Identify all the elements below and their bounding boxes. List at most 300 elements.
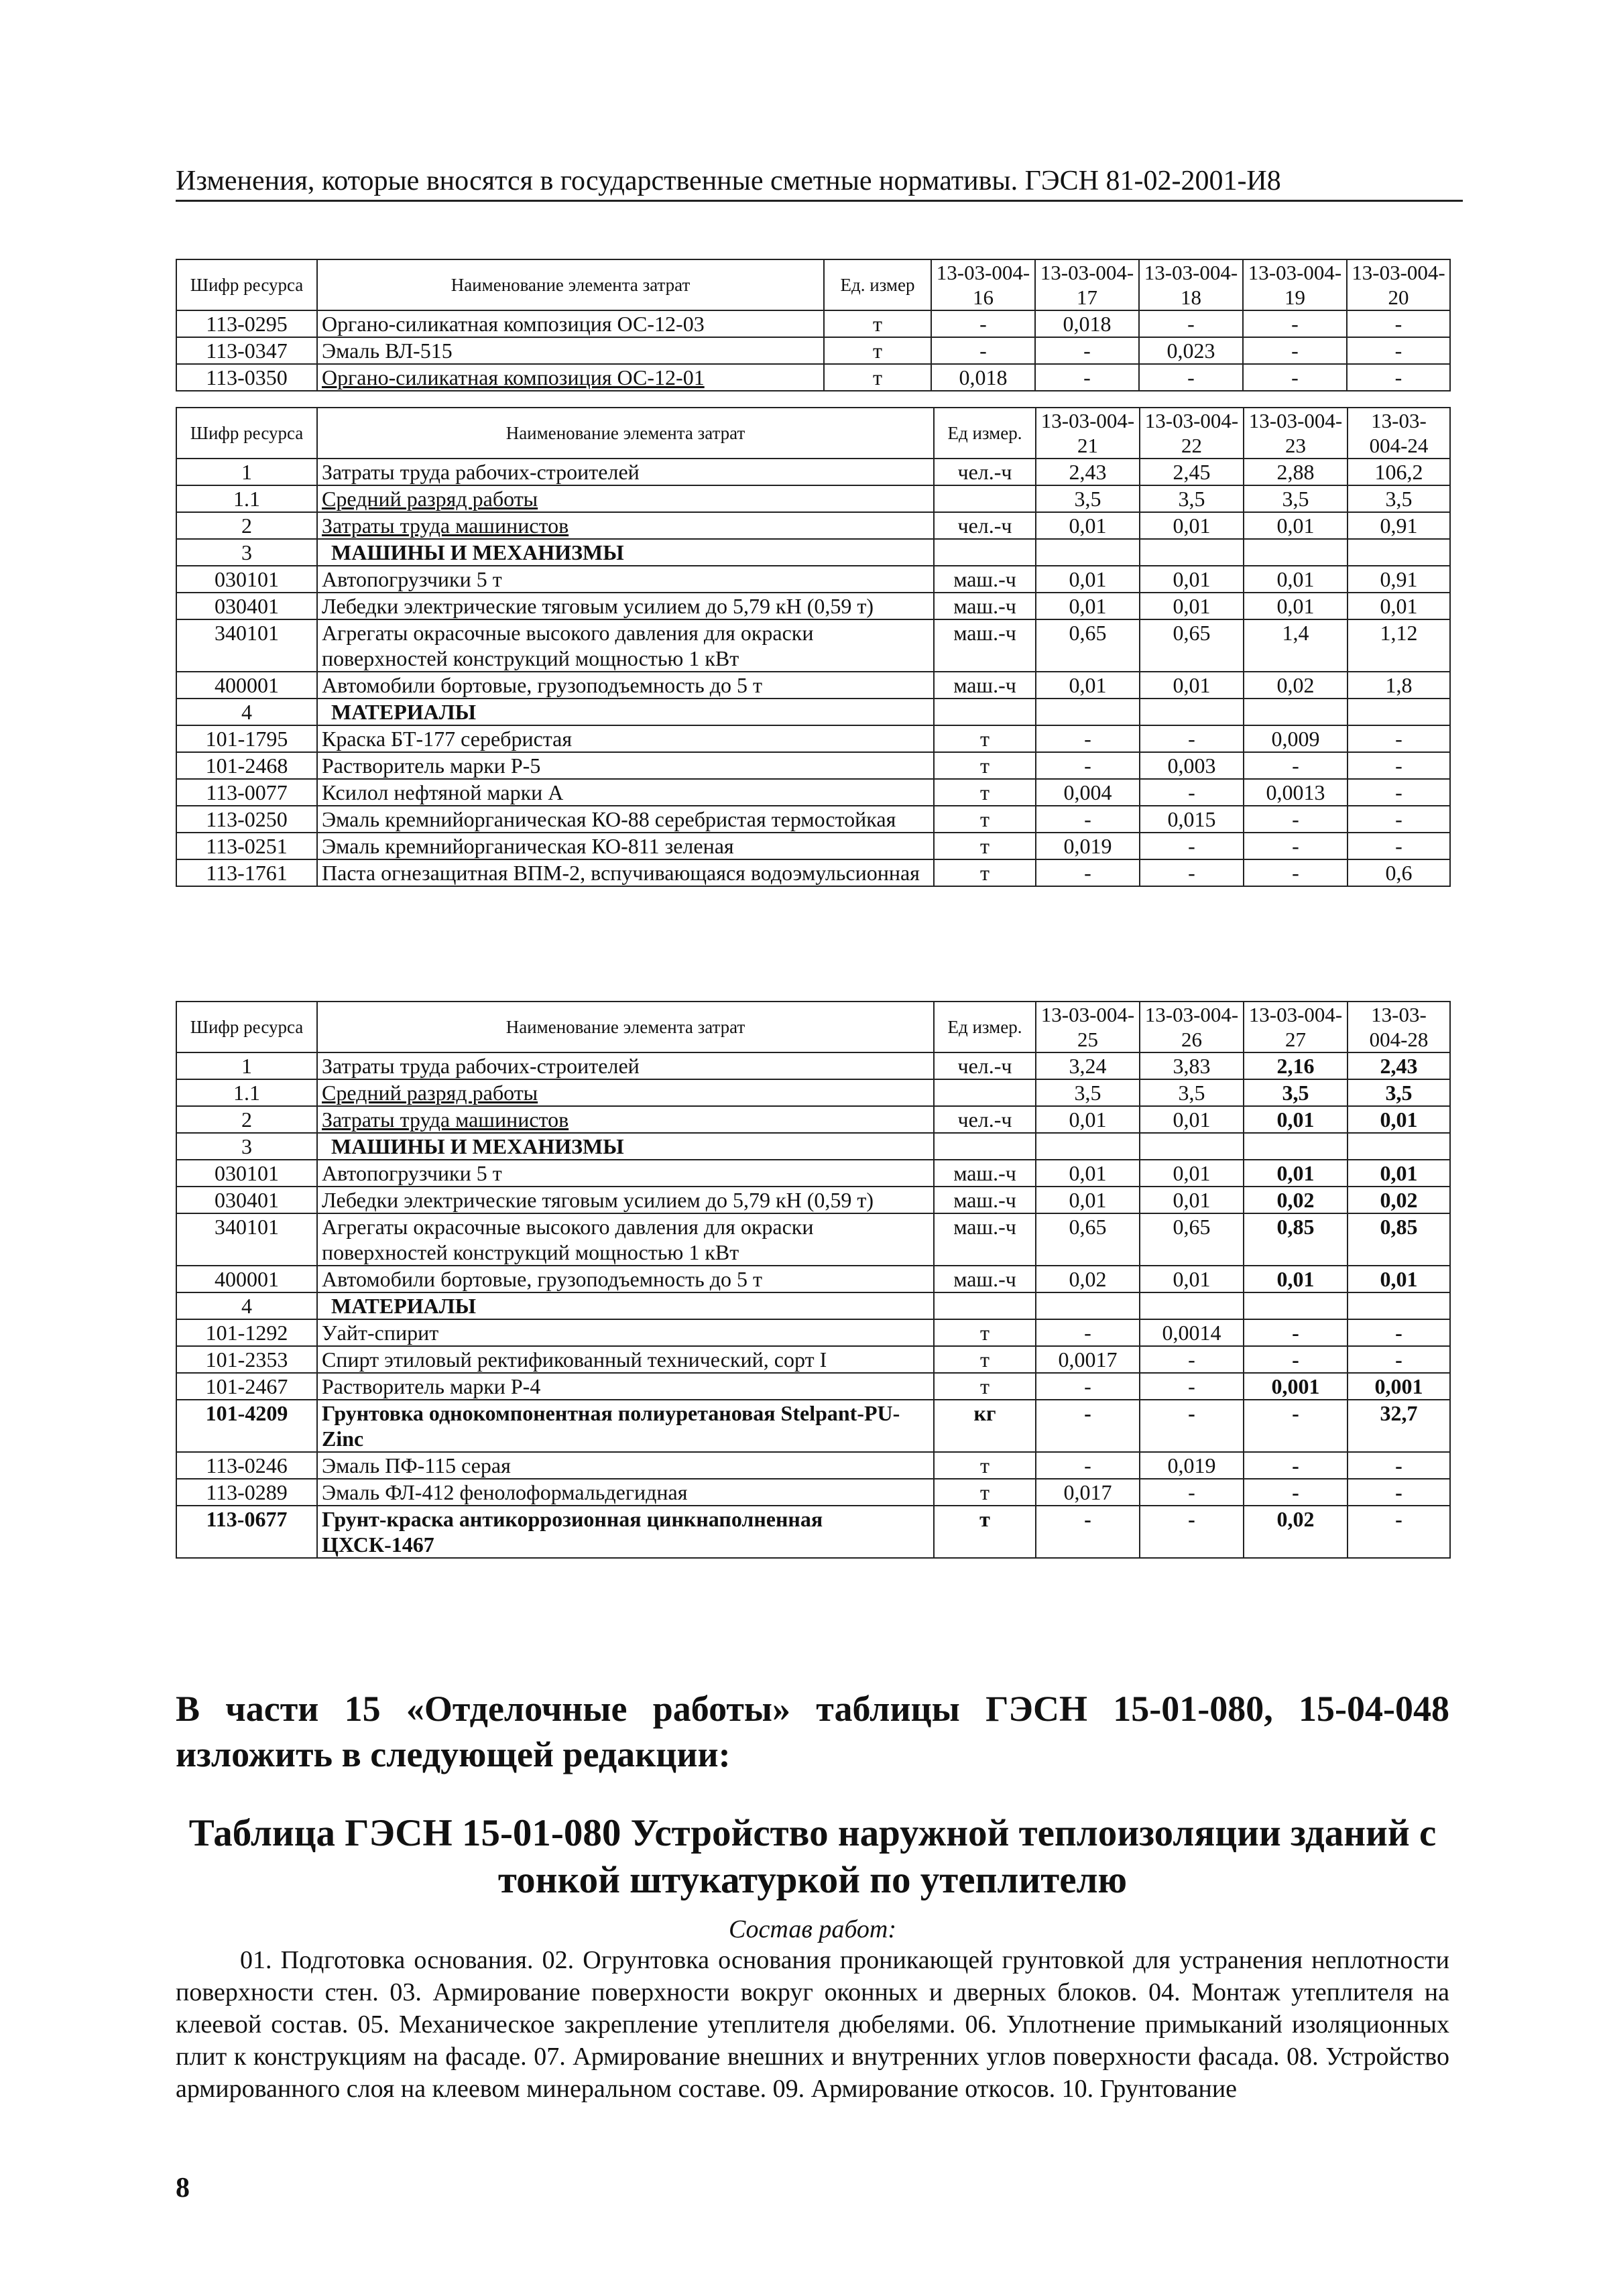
norm-value: 0,01 bbox=[1244, 1160, 1348, 1187]
norm-value: 0,01 bbox=[1348, 1106, 1450, 1133]
norm-value: - bbox=[1140, 1506, 1244, 1558]
resource-name: Затраты труда машинистов bbox=[317, 512, 934, 539]
resource-name: Грунт-краска антикоррозионная цинкнаполненная ЦХСК-1467 bbox=[317, 1506, 934, 1558]
norm-value: - bbox=[1140, 1479, 1244, 1506]
norm-value: 0,01 bbox=[1244, 593, 1348, 619]
resource-code: 340101 bbox=[176, 1213, 317, 1266]
norm-value: - bbox=[1243, 310, 1347, 337]
norm-value: 0,01 bbox=[1140, 512, 1244, 539]
norm-value: 0,6 bbox=[1348, 859, 1450, 886]
norm-value bbox=[1140, 1292, 1244, 1319]
norm-value: - bbox=[1036, 1319, 1140, 1346]
table-row bbox=[176, 593, 1450, 619]
resource-name: Агрегаты окрасочные высокого давления для окраски поверхностей конструкций мощностью 1 кВт bbox=[317, 1213, 934, 1266]
resource-unit: т bbox=[934, 833, 1036, 859]
resource-code: 101-1292 bbox=[176, 1319, 317, 1346]
norm-value: 0,01 bbox=[1036, 672, 1140, 699]
resource-unit: маш.-ч bbox=[934, 619, 1036, 672]
norm-value: 0,0017 bbox=[1036, 1346, 1140, 1373]
resource-code: 340101 bbox=[176, 619, 317, 672]
resource-name: Затраты труда машинистов bbox=[317, 1106, 934, 1133]
norm-value: 3,5 bbox=[1036, 1079, 1140, 1106]
header-col: 13-03-004-24 bbox=[1348, 408, 1450, 459]
norm-value: 0,018 bbox=[1035, 310, 1139, 337]
norm-value: - bbox=[1348, 1506, 1450, 1558]
norm-value: - bbox=[1348, 1479, 1450, 1506]
table-row bbox=[176, 1506, 1450, 1558]
edit-instruction bbox=[176, 1686, 1449, 1777]
table-row bbox=[176, 459, 1450, 485]
norm-value: - bbox=[1244, 833, 1348, 859]
norm-value: 1,12 bbox=[1348, 619, 1450, 672]
norm-value bbox=[1140, 699, 1244, 725]
table-row bbox=[176, 619, 1450, 672]
norm-value: 0,91 bbox=[1348, 512, 1450, 539]
norm-value: 0,01 bbox=[1140, 593, 1244, 619]
norm-value: 0,01 bbox=[1244, 1266, 1348, 1292]
resource-code: 030101 bbox=[176, 566, 317, 593]
header-col: 13-03-004-20 bbox=[1347, 259, 1450, 310]
norm-value: - bbox=[1036, 1452, 1140, 1479]
norm-value bbox=[1244, 1292, 1348, 1319]
resource-code: 113-1761 bbox=[176, 859, 317, 886]
resource-name: Средний разряд работы bbox=[317, 485, 934, 512]
norm-value: 1,8 bbox=[1348, 672, 1450, 699]
header-unit: Ед. измер bbox=[824, 259, 931, 310]
norm-value: 0,85 bbox=[1348, 1213, 1450, 1266]
norm-value: - bbox=[1036, 752, 1140, 779]
norm-value bbox=[1244, 1133, 1348, 1160]
norm-value: - bbox=[1036, 859, 1140, 886]
norm-value: 0,85 bbox=[1244, 1213, 1348, 1266]
norm-value: 0,01 bbox=[1244, 512, 1348, 539]
resource-unit: т bbox=[824, 364, 931, 391]
resource-unit: т bbox=[934, 1479, 1036, 1506]
table-row bbox=[176, 752, 1450, 779]
norm-value: 0,01 bbox=[1140, 1266, 1244, 1292]
resource-table-1 bbox=[176, 259, 1451, 391]
norm-value: 3,5 bbox=[1348, 485, 1450, 512]
header-col: 13-03-004-21 bbox=[1036, 408, 1140, 459]
norm-value: - bbox=[931, 337, 1035, 364]
resource-name: МАТЕРИАЛЫ bbox=[317, 1292, 934, 1319]
norm-value: - bbox=[1140, 859, 1244, 886]
resource-table-2 bbox=[176, 407, 1451, 887]
norm-value: 0,65 bbox=[1036, 619, 1140, 672]
header-col: 13-03-004-16 bbox=[931, 259, 1035, 310]
norm-value: - bbox=[1036, 1506, 1140, 1558]
resource-code: 113-0289 bbox=[176, 1479, 317, 1506]
norm-value bbox=[1348, 1292, 1450, 1319]
resource-code: 3 bbox=[176, 539, 317, 566]
resource-unit: т bbox=[824, 310, 931, 337]
norm-value bbox=[1140, 539, 1244, 566]
norm-value: 2,43 bbox=[1348, 1052, 1450, 1079]
resource-code: 113-0350 bbox=[176, 364, 317, 391]
table-row bbox=[176, 1133, 1450, 1160]
resource-unit bbox=[934, 699, 1036, 725]
resource-name: Органо-силикатная композиция ОС-12-01 bbox=[317, 364, 824, 391]
norm-value: 2,16 bbox=[1244, 1052, 1348, 1079]
resource-unit bbox=[934, 539, 1036, 566]
norm-value: - bbox=[1244, 1346, 1348, 1373]
resource-unit: т bbox=[934, 859, 1036, 886]
table-row bbox=[176, 512, 1450, 539]
norm-value bbox=[1036, 1133, 1140, 1160]
norm-value: - bbox=[1140, 1346, 1244, 1373]
resource-code: 400001 bbox=[176, 672, 317, 699]
resource-unit: маш.-ч bbox=[934, 1266, 1036, 1292]
resource-code: 113-0295 bbox=[176, 310, 317, 337]
resource-name: Лебедки электрические тяговым усилием до 5,79 кН (0,59 т) bbox=[317, 593, 934, 619]
resource-name: Растворитель марки Р-5 bbox=[317, 752, 934, 779]
resource-unit: т bbox=[934, 779, 1036, 806]
table-header-row bbox=[176, 259, 1450, 310]
resource-name: Затраты труда рабочих-строителей bbox=[317, 1052, 934, 1079]
resource-code: 101-1795 bbox=[176, 725, 317, 752]
table-row bbox=[176, 566, 1450, 593]
resource-unit: маш.-ч bbox=[934, 672, 1036, 699]
table-row bbox=[176, 806, 1450, 833]
table-row bbox=[176, 1187, 1450, 1213]
resource-unit: т bbox=[934, 1452, 1036, 1479]
norm-value: 0,009 bbox=[1244, 725, 1348, 752]
norm-value: 0,02 bbox=[1244, 672, 1348, 699]
resource-name: Эмаль ВЛ-515 bbox=[317, 337, 824, 364]
table-row bbox=[176, 1400, 1450, 1452]
resource-unit: маш.-ч bbox=[934, 593, 1036, 619]
resource-name: Эмаль ФЛ-412 фенолоформальдегидная bbox=[317, 1479, 934, 1506]
resource-name: Эмаль ПФ-115 серая bbox=[317, 1452, 934, 1479]
resource-code: 2 bbox=[176, 1106, 317, 1133]
norm-value: - bbox=[1348, 1346, 1450, 1373]
resource-unit: чел.-ч bbox=[934, 1052, 1036, 1079]
resource-code: 101-2353 bbox=[176, 1346, 317, 1373]
resource-name: Средний разряд работы bbox=[317, 1079, 934, 1106]
norm-value: - bbox=[1244, 1400, 1348, 1452]
norm-value: 0,015 bbox=[1140, 806, 1244, 833]
norm-value: 0,02 bbox=[1244, 1506, 1348, 1558]
resource-name: Паста огнезащитная ВПМ-2, вспучивающаяся водоэмульсионная bbox=[317, 859, 934, 886]
norm-value: 0,019 bbox=[1036, 833, 1140, 859]
table-row bbox=[176, 1266, 1450, 1292]
resource-code: 030401 bbox=[176, 593, 317, 619]
resource-code: 2 bbox=[176, 512, 317, 539]
resource-name: Автопогрузчики 5 т bbox=[317, 1160, 934, 1187]
table-row bbox=[176, 725, 1450, 752]
norm-value bbox=[1348, 1133, 1450, 1160]
table-row bbox=[176, 1479, 1450, 1506]
norm-value: 0,01 bbox=[1244, 566, 1348, 593]
table-row bbox=[176, 699, 1450, 725]
table-header-row bbox=[176, 1002, 1450, 1052]
norm-value bbox=[1348, 539, 1450, 566]
resource-name: Агрегаты окрасочные высокого давления для окраски поверхностей конструкций мощностью 1 кВт bbox=[317, 619, 934, 672]
resource-code: 1 bbox=[176, 459, 317, 485]
norm-value: - bbox=[1139, 364, 1243, 391]
norm-value: - bbox=[1348, 806, 1450, 833]
norm-value: 3,5 bbox=[1348, 1079, 1450, 1106]
norm-value: 3,5 bbox=[1140, 485, 1244, 512]
norm-value: 0,001 bbox=[1244, 1373, 1348, 1400]
norm-value: - bbox=[1348, 833, 1450, 859]
resource-unit: чел.-ч bbox=[934, 1106, 1036, 1133]
resource-code: 113-0251 bbox=[176, 833, 317, 859]
table-row bbox=[176, 1319, 1450, 1346]
resource-code: 113-0347 bbox=[176, 337, 317, 364]
norm-value: - bbox=[1139, 310, 1243, 337]
norm-value: - bbox=[1244, 752, 1348, 779]
norm-value: 0,023 bbox=[1139, 337, 1243, 364]
resource-code: 101-2468 bbox=[176, 752, 317, 779]
norm-value: 0,65 bbox=[1140, 1213, 1244, 1266]
norm-value: 0,01 bbox=[1036, 1187, 1140, 1213]
resource-name: Органо-силикатная композиция ОС-12-03 bbox=[317, 310, 824, 337]
norm-value: 0,01 bbox=[1036, 593, 1140, 619]
norm-value: - bbox=[1036, 1373, 1140, 1400]
resource-name: МАШИНЫ И МЕХАНИЗМЫ bbox=[317, 539, 934, 566]
header-code: Шифр ресурса bbox=[176, 1002, 317, 1052]
norm-value: - bbox=[1140, 1373, 1244, 1400]
resource-name: Эмаль кремнийорганическая КО-811 зеленая bbox=[317, 833, 934, 859]
norm-value: 0,01 bbox=[1348, 593, 1450, 619]
resource-code: 113-0246 bbox=[176, 1452, 317, 1479]
norm-value: 3,5 bbox=[1036, 485, 1140, 512]
norm-value: 0,01 bbox=[1140, 566, 1244, 593]
resource-code: 400001 bbox=[176, 1266, 317, 1292]
norm-value: 0,02 bbox=[1036, 1266, 1140, 1292]
resource-code: 030101 bbox=[176, 1160, 317, 1187]
norm-value: 0,019 bbox=[1140, 1452, 1244, 1479]
norm-value: 0,01 bbox=[1140, 672, 1244, 699]
resource-unit bbox=[934, 1079, 1036, 1106]
norm-value: 106,2 bbox=[1348, 459, 1450, 485]
resource-unit: маш.-ч bbox=[934, 1187, 1036, 1213]
resource-unit bbox=[934, 1292, 1036, 1319]
norm-value: 3,5 bbox=[1140, 1079, 1244, 1106]
norm-value: 0,01 bbox=[1348, 1266, 1450, 1292]
norm-value: - bbox=[1244, 1319, 1348, 1346]
norm-value: - bbox=[1036, 806, 1140, 833]
composition-title: Состав работ: bbox=[728, 1915, 897, 1943]
norm-value bbox=[1244, 699, 1348, 725]
norm-value bbox=[1244, 539, 1348, 566]
table-row bbox=[176, 1373, 1450, 1400]
norm-value: - bbox=[1140, 779, 1244, 806]
resource-name: Автомобили бортовые, грузоподъемность до 5 т bbox=[317, 672, 934, 699]
norm-value: 3,24 bbox=[1036, 1052, 1140, 1079]
norm-value: 0,02 bbox=[1244, 1187, 1348, 1213]
header-unit: Ед измер. bbox=[934, 408, 1036, 459]
norm-value bbox=[1036, 1292, 1140, 1319]
resource-code: 101-4209 bbox=[176, 1400, 317, 1452]
table-row bbox=[176, 859, 1450, 886]
norm-value bbox=[1036, 699, 1140, 725]
norm-value: - bbox=[1243, 364, 1347, 391]
resource-unit: т bbox=[934, 1506, 1036, 1558]
header-col: 13-03-004-22 bbox=[1140, 408, 1244, 459]
header-name: Наименование элемента затрат bbox=[317, 259, 824, 310]
resource-name: Ксилол нефтяной марки А bbox=[317, 779, 934, 806]
table-row bbox=[176, 1052, 1450, 1079]
resource-name: Грунтовка однокомпонентная полиуретановая Stelpant-PU-Zinc bbox=[317, 1400, 934, 1452]
norm-value: 0,01 bbox=[1036, 566, 1140, 593]
resource-unit: маш.-ч bbox=[934, 1213, 1036, 1266]
norm-value: 32,7 bbox=[1348, 1400, 1450, 1452]
norm-value: - bbox=[1244, 1479, 1348, 1506]
resource-unit: кг bbox=[934, 1400, 1036, 1452]
norm-value: 0,004 bbox=[1036, 779, 1140, 806]
resource-unit: т bbox=[934, 752, 1036, 779]
header-col: 13-03-004-19 bbox=[1243, 259, 1347, 310]
resource-code: 030401 bbox=[176, 1187, 317, 1213]
resource-name: Лебедки электрические тяговым усилием до 5,79 кН (0,59 т) bbox=[317, 1187, 934, 1213]
norm-value: - bbox=[1348, 725, 1450, 752]
resource-unit bbox=[934, 485, 1036, 512]
resource-unit: т bbox=[934, 806, 1036, 833]
table-row bbox=[176, 1452, 1450, 1479]
resource-unit bbox=[934, 1133, 1036, 1160]
norm-value: 0,01 bbox=[1036, 1106, 1140, 1133]
header-col: 13-03-004-26 bbox=[1140, 1002, 1244, 1052]
norm-value: - bbox=[1348, 779, 1450, 806]
norm-value: 0,0014 bbox=[1140, 1319, 1244, 1346]
table-row bbox=[176, 485, 1450, 512]
header-col: 13-03-004-28 bbox=[1348, 1002, 1450, 1052]
norm-value bbox=[1036, 539, 1140, 566]
norm-value: - bbox=[1244, 859, 1348, 886]
norm-value: 0,01 bbox=[1036, 1160, 1140, 1187]
table-row bbox=[176, 672, 1450, 699]
resource-name: Автопогрузчики 5 т bbox=[317, 566, 934, 593]
table-row bbox=[176, 337, 1450, 364]
resource-unit: т bbox=[934, 1319, 1036, 1346]
norm-value: 0,65 bbox=[1140, 619, 1244, 672]
resource-name: Автомобили бортовые, грузоподъемность до 5 т bbox=[317, 1266, 934, 1292]
resource-code: 1.1 bbox=[176, 1079, 317, 1106]
norm-value: 0,02 bbox=[1348, 1187, 1450, 1213]
header-name: Наименование элемента затрат bbox=[317, 1002, 934, 1052]
table-row bbox=[176, 1079, 1450, 1106]
table-title-line: Таблица ГЭСН 15-01-080 Устройство наружной теплоизоляции зданий с bbox=[188, 1812, 1437, 1854]
norm-value: 3,5 bbox=[1244, 1079, 1348, 1106]
norm-value: 0,01 bbox=[1140, 1160, 1244, 1187]
table-row bbox=[176, 1106, 1450, 1133]
norm-value: 0,001 bbox=[1348, 1373, 1450, 1400]
header-unit: Ед измер. bbox=[934, 1002, 1036, 1052]
resource-unit: т bbox=[934, 1373, 1036, 1400]
resource-unit: т bbox=[824, 337, 931, 364]
norm-value: 0,01 bbox=[1348, 1160, 1450, 1187]
norm-value: 0,01 bbox=[1140, 1106, 1244, 1133]
table-row bbox=[176, 364, 1450, 391]
resource-code: 4 bbox=[176, 1292, 317, 1319]
norm-value: 0,018 bbox=[931, 364, 1035, 391]
resource-name: Затраты труда рабочих-строителей bbox=[317, 459, 934, 485]
resource-unit: т bbox=[934, 1346, 1036, 1373]
norm-value: 0,01 bbox=[1244, 1106, 1348, 1133]
table-row bbox=[176, 1346, 1450, 1373]
resource-code: 101-2467 bbox=[176, 1373, 317, 1400]
resource-name: МАТЕРИАЛЫ bbox=[317, 699, 934, 725]
norm-value: 0,017 bbox=[1036, 1479, 1140, 1506]
norm-value: - bbox=[1348, 752, 1450, 779]
resource-name: Краска БТ-177 серебристая bbox=[317, 725, 934, 752]
table-row bbox=[176, 833, 1450, 859]
table-row bbox=[176, 1292, 1450, 1319]
resource-name: Спирт этиловый ректификованный технический, сорт I bbox=[317, 1346, 934, 1373]
norm-value: 0,65 bbox=[1036, 1213, 1140, 1266]
resource-code: 113-0250 bbox=[176, 806, 317, 833]
resource-name: Эмаль кремнийорганическая КО-88 серебристая термостойкая bbox=[317, 806, 934, 833]
norm-value: 0,01 bbox=[1140, 1187, 1244, 1213]
running-header: Изменения, которые вносятся в государственные сметные нормативы. ГЭСН 81-02-2001-И8 bbox=[176, 164, 1463, 202]
norm-value: - bbox=[1036, 725, 1140, 752]
norm-value: 0,0013 bbox=[1244, 779, 1348, 806]
norm-value: - bbox=[1347, 310, 1450, 337]
table-header-row bbox=[176, 408, 1450, 459]
norm-value: - bbox=[931, 310, 1035, 337]
table-row bbox=[176, 1160, 1450, 1187]
header-col: 13-03-004-25 bbox=[1036, 1002, 1140, 1052]
norm-value: 2,88 bbox=[1244, 459, 1348, 485]
norm-value: - bbox=[1348, 1319, 1450, 1346]
header-col: 13-03-004-27 bbox=[1244, 1002, 1348, 1052]
resource-code: 1 bbox=[176, 1052, 317, 1079]
norm-value: 3,5 bbox=[1244, 485, 1348, 512]
norm-value: 0,003 bbox=[1140, 752, 1244, 779]
resource-code: 1.1 bbox=[176, 485, 317, 512]
norm-value bbox=[1140, 1133, 1244, 1160]
instruction-line: В части 15 «Отделочные работы» таблицы ГЭСН 15-01-080, 15-04-048 bbox=[176, 1689, 1449, 1729]
header-col: 13-03-004-18 bbox=[1139, 259, 1243, 310]
resource-name: Растворитель марки Р-4 bbox=[317, 1373, 934, 1400]
norm-value: - bbox=[1140, 725, 1244, 752]
resource-name: МАШИНЫ И МЕХАНИЗМЫ bbox=[317, 1133, 934, 1160]
composition-text: 01. Подготовка основания. 02. Огрунтовка основания проникающей грунтовкой для устранения неплотности поверхности стен. 03. Армирование поверхности вокруг оконных и дверных блоков. 04. Монтаж утеплителя на клеевой состав. 05. Механическое закрепление утеплителя дюбелями. 06. Уплотнение примыканий изоляционных плит к конструкциям на фасаде. 07. Армирование внешних и внутренних углов поверхности фасада. 08. Устройство армированного слоя на клеевом минеральном составе. 09. Армирование откосов. 10. Грунтование bbox=[176, 1946, 1449, 2103]
resource-table-3 bbox=[176, 1001, 1451, 1559]
header-col: 13-03-004-23 bbox=[1244, 408, 1348, 459]
norm-value: - bbox=[1244, 806, 1348, 833]
norm-value: - bbox=[1348, 1452, 1450, 1479]
norm-value: 3,83 bbox=[1140, 1052, 1244, 1079]
header-code: Шифр ресурса bbox=[176, 408, 317, 459]
norm-value: - bbox=[1140, 833, 1244, 859]
resource-code: 113-0077 bbox=[176, 779, 317, 806]
header-name: Наименование элемента затрат bbox=[317, 408, 934, 459]
norm-value: 2,43 bbox=[1036, 459, 1140, 485]
norm-value: 0,91 bbox=[1348, 566, 1450, 593]
norm-value: 2,45 bbox=[1140, 459, 1244, 485]
norm-value: - bbox=[1243, 337, 1347, 364]
table-row bbox=[176, 1213, 1450, 1266]
table-row bbox=[176, 779, 1450, 806]
resource-name: Уайт-спирит bbox=[317, 1319, 934, 1346]
resource-unit: т bbox=[934, 725, 1036, 752]
norm-value: - bbox=[1347, 364, 1450, 391]
table-row bbox=[176, 310, 1450, 337]
header-col: 13-03-004-17 bbox=[1035, 259, 1139, 310]
resource-unit: маш.-ч bbox=[934, 566, 1036, 593]
norm-value: - bbox=[1347, 337, 1450, 364]
resource-code: 4 bbox=[176, 699, 317, 725]
resource-unit: чел.-ч bbox=[934, 459, 1036, 485]
norm-value: - bbox=[1140, 1400, 1244, 1452]
norm-value: - bbox=[1244, 1452, 1348, 1479]
norm-value: 1,4 bbox=[1244, 619, 1348, 672]
instruction-line: изложить в следующей редакции: bbox=[176, 1734, 731, 1774]
table-title-line: тонкой штукатуркой по утеплителю bbox=[497, 1859, 1128, 1901]
